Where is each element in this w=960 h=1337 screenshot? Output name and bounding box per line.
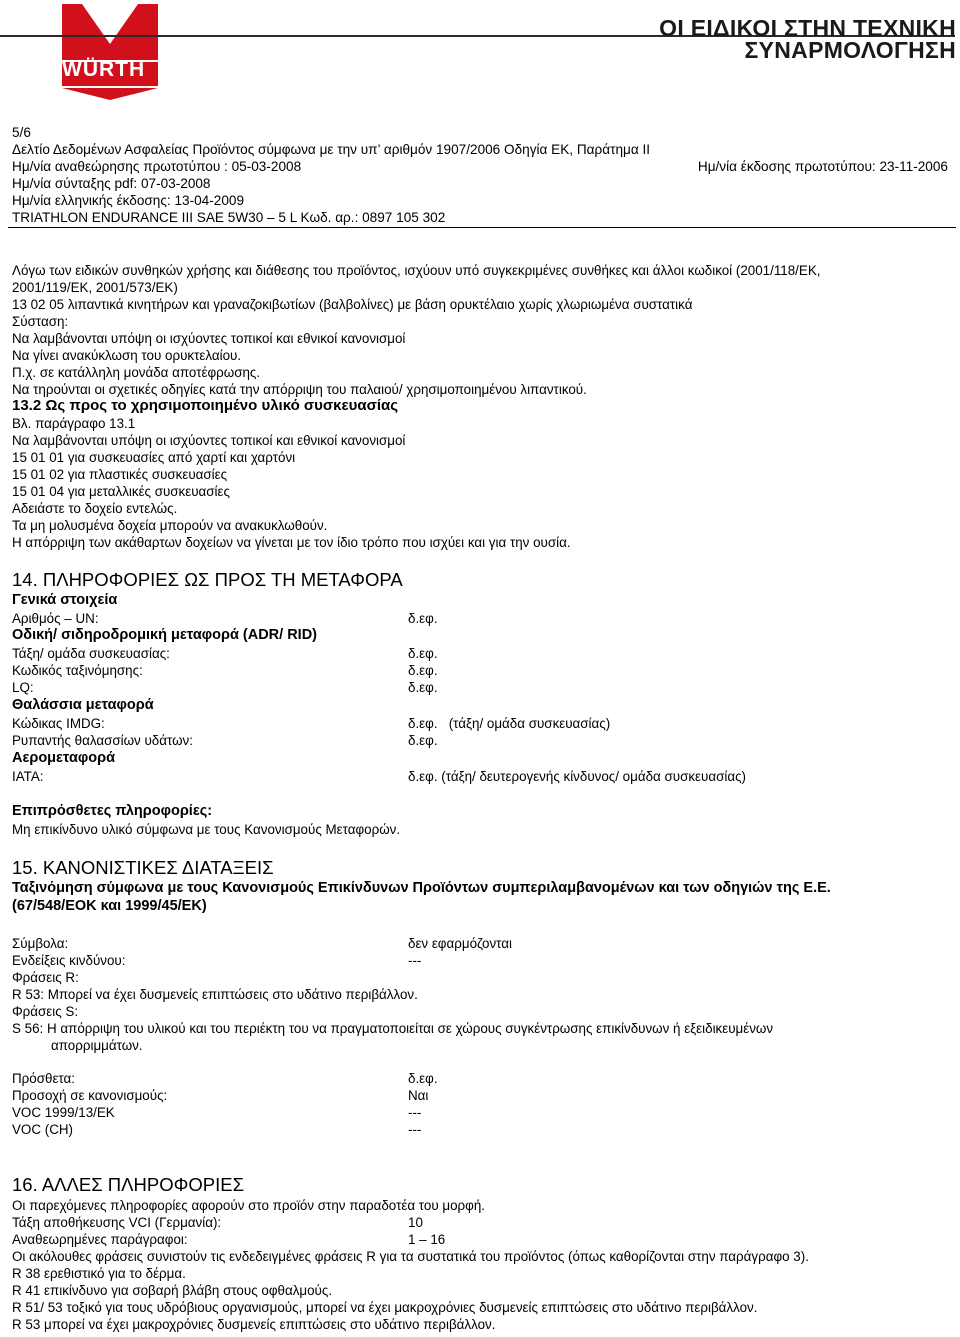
additional-info-text: Μη επικίνδυνο υλικό σύμφωνα με τους Κανονισμούς Μεταφορών. bbox=[12, 822, 401, 837]
section-14-title: 14. ΠΛΗΡΟΦΟΡΙΕΣ ΩΣ ΠΡΟΣ ΤΗ ΜΕΤΑΦΟΡΑ bbox=[12, 569, 403, 590]
lq-label: LQ: bbox=[12, 680, 34, 695]
additives-label: Πρόσθετα: bbox=[12, 1071, 75, 1086]
lq-value: δ.εφ. bbox=[408, 680, 438, 695]
marine-pollutant-value: δ.εφ. bbox=[408, 733, 438, 748]
classification-line-1: Ταξινόμηση σύμφωνα με τους Κανονισμούς Επικίνδυνων Προϊόντων συμπεριλαμβανομένων και των οδηγιών της Ε.Ε. bbox=[12, 880, 831, 896]
voc-ch-label: VOC (CH) bbox=[12, 1122, 73, 1137]
symbol-label: Σύμβολα: bbox=[12, 936, 69, 951]
s13-line: Να τηρούνται οι σχετικές οδηγίες κατά την απόρριψη του παλαιού/ χρησιμοποιημένου λιπαντικού. bbox=[12, 382, 587, 397]
voc-ek-value: --- bbox=[408, 1105, 422, 1120]
additives-value: δ.εφ. bbox=[408, 1071, 438, 1086]
marine-pollutant-label: Ρυπαντής θαλασσίων υδάτων: bbox=[12, 733, 193, 748]
attention-value: Ναι bbox=[408, 1088, 429, 1103]
s56-phrase-continued: απορριμμάτων. bbox=[51, 1038, 143, 1053]
sea-heading: Θαλάσσια μεταφορά bbox=[12, 697, 154, 713]
iata-label: IATA: bbox=[12, 769, 44, 784]
road-code-value: δ.εφ. bbox=[408, 663, 438, 678]
s13-2-line: Αδειάστε το δοχείο εντελώς. bbox=[12, 501, 178, 516]
s13-2-line: 15 01 01 για συσκευασίες από χαρτί και χαρτόνι bbox=[12, 450, 296, 465]
r41-phrase: R 41 επικίνδυνο για σοβαρή βλάβη στους οφθαλμούς. bbox=[12, 1283, 333, 1298]
s-phrases-label: Φράσεις S: bbox=[12, 1004, 79, 1019]
un-label: Αριθμός – UN: bbox=[12, 611, 99, 626]
r53-phrase: R 53: Μπορεί να έχει δυσμενείς επιπτώσεις στο υδάτινο περιβάλλον. bbox=[12, 987, 418, 1002]
r53-phrase-s16: R 53 μπορεί να έχει μακροχρόνιες δυσμενείς επιπτώσεις στο υδάτινο περιβάλλον. bbox=[12, 1317, 496, 1332]
section-16-title: 16. ΑΛΛΕΣ ΠΛΗΡΟΦΟΡΙΕΣ bbox=[12, 1174, 245, 1195]
un-value: δ.εφ. bbox=[408, 611, 438, 626]
vci-value: 10 bbox=[408, 1215, 423, 1230]
revision-date: Ημ/νία αναθεώρησης πρωτοτύπου : 05-03-2008 bbox=[12, 159, 302, 174]
s13-2-line: 15 01 04 για μεταλλικές συσκευασίες bbox=[12, 484, 230, 499]
pdf-date: Ημ/νία σύνταξης pdf: 07-03-2008 bbox=[12, 176, 211, 191]
road-code-label: Κωδικός ταξινόμησης: bbox=[12, 663, 143, 678]
header-rule bbox=[8, 227, 956, 228]
page-number: 5/6 bbox=[12, 125, 31, 140]
attention-label: Προσοχή σε κανονισμούς: bbox=[12, 1088, 168, 1103]
s13-2-line: Τα μη μολυσμένα δοχεία μπορούν να ανακυκλωθούν. bbox=[12, 518, 328, 533]
product-line: TRIATHLON ENDURANCE III SAE 5W30 – 5 L Κωδ. αρ.: 0897 105 302 bbox=[12, 210, 446, 225]
r-phrases-intro: Οι ακόλουθες φράσεις συνιστούν τις ενδεδειγμένες φράσεις R για τα συστατικά του προϊόντος (όπως καθορίζονται στην παράγραφο 3). bbox=[12, 1249, 809, 1264]
classification-line-2: (67/548/ΕΟΚ και 1999/45/ΕΚ) bbox=[12, 898, 207, 914]
voc-ch-value: --- bbox=[408, 1122, 422, 1137]
road-class-value: δ.εφ. bbox=[408, 646, 438, 661]
s13-line: 13 02 05 λιπαντικά κινητήρων και γραναζοκιβωτίων (βαλβολίνες) με βάση ορυκτέλαιο χωρίς χλωριωμένα συστατικά bbox=[12, 297, 693, 312]
s13-2-line: Η απόρριψη των ακάθαρτων δοχείων να γίνεται με τον ίδιο τρόπο που ισχύει και για την ουσία. bbox=[12, 535, 571, 550]
additional-info-heading: Επιπρόσθετες πληροφορίες: bbox=[12, 803, 213, 819]
s13-line: 2001/119/ΕΚ, 2001/573/ΕΚ) bbox=[12, 280, 178, 295]
wurth-logo bbox=[60, 4, 160, 100]
s13-line: Λόγω των ειδικών συνθηκών χρήσης και διάθεσης του προϊόντος, ισχύουν υπό συγκεκριμένες συνθήκες και άλλοι κωδικοί (2001/118/ΕΚ, bbox=[12, 263, 821, 278]
voc-ek-label: VOC 1999/13/EK bbox=[12, 1105, 115, 1120]
s13-2-heading: 13.2 Ως προς το χρησιμοποιημένο υλικό συσκευασίας bbox=[12, 397, 399, 414]
document-title: Δελτίο Δεδομένων Ασφαλείας Προϊόντος σύμφωνα με την υπ’ αριθμόν 1907/2006 Οδηγία ΕΚ, Παράτημα II bbox=[12, 142, 651, 157]
registered-mark: ® bbox=[150, 5, 159, 17]
iata-value: δ.εφ. (τάξη/ δευτερογενής κίνδυνος/ ομάδα συσκευασίας) bbox=[408, 769, 746, 784]
slogan-line-1: ΟΙ ΕΙΔΙΚΟΙ ΣΤΗΝ ΤΕΧΝΙΚΗ bbox=[659, 15, 956, 41]
r-phrases-label: Φράσεις R: bbox=[12, 970, 79, 985]
vci-label: Τάξη αποθήκευσης VCI (Γερμανία): bbox=[12, 1215, 222, 1230]
s13-line: Να γίνει ανακύκλωση του ορυκτελαίου. bbox=[12, 348, 242, 363]
section-15-title: 15. ΚΑΝΟΝΙΣΤΙΚΕΣ ΔΙΑΤΑΞΕΙΣ bbox=[12, 857, 274, 878]
hazard-label: Ενδείξεις κινδύνου: bbox=[12, 953, 126, 968]
revised-sections-value: 1 – 16 bbox=[408, 1232, 446, 1247]
s13-2-line: Να λαμβάνονται υπόψη οι ισχύοντες τοπικοί και εθνικοί κανονισμοί bbox=[12, 433, 406, 448]
slogan-line-2: ΣΥΝΑΡΜΟΛΟΓΗΣΗ bbox=[744, 37, 956, 63]
s13-line: Π.χ. σε κατάλληλη μονάδα αποτέφρωσης. bbox=[12, 365, 261, 380]
s13-line: Σύσταση: bbox=[12, 314, 69, 329]
greek-issue-date: Ημ/νία ελληνικής έκδοσης: 13-04-2009 bbox=[12, 193, 245, 208]
r38-phrase: R 38 ερεθιστικό για το δέρμα. bbox=[12, 1266, 186, 1281]
s13-2-line: Βλ. παράγραφο 13.1 bbox=[12, 416, 136, 431]
road-heading: Οδική/ σιδηροδρομική μεταφορά (ADR/ RID) bbox=[12, 627, 317, 643]
original-issue-date: Ημ/νία έκδοσης πρωτοτύπου: 23-11-2006 bbox=[697, 159, 948, 174]
road-class-label: Τάξη/ ομάδα συσκευασίας: bbox=[12, 646, 170, 661]
revised-sections-label: Αναθεωρημένες παράγραφοι: bbox=[12, 1232, 188, 1247]
air-heading: Αερομεταφορά bbox=[12, 750, 116, 766]
r51-53-phrase: R 51/ 53 τοξικό για τους υδρόβιους οργανισμούς, μπορεί να έχει μακροχρόνιες δυσμενείς επιπτώσεις στο υδάτινο περιβάλλον. bbox=[12, 1300, 758, 1315]
general-heading: Γενικά στοιχεία bbox=[12, 592, 118, 608]
imdg-value: δ.εφ. (τάξη/ ομάδα συσκευασίας) bbox=[408, 716, 611, 731]
symbol-value: δεν εφαρμόζονται bbox=[408, 936, 512, 951]
s13-line: Να λαμβάνονται υπόψη οι ισχύοντες τοπικοί και εθνικοί κανονισμοί bbox=[12, 331, 406, 346]
s56-phrase: S 56: Η απόρριψη του υλικού και του περιέκτη του να πραγματοποιείται σε χώρους συγκέντρωσης επικίνδυνων ή εξειδικευμένων bbox=[12, 1021, 774, 1036]
s13-2-line: 15 01 02 για πλαστικές συσκευασίες bbox=[12, 467, 228, 482]
s16-intro: Οι παρεχόμενες πληροφορίες αφορούν στο προϊόν στην παραδοτέα του μορφή. bbox=[12, 1198, 486, 1213]
logo-text: WÜRTH bbox=[62, 58, 146, 81]
hazard-value: --- bbox=[408, 953, 422, 968]
imdg-label: Κώδικας IMDG: bbox=[12, 716, 105, 731]
